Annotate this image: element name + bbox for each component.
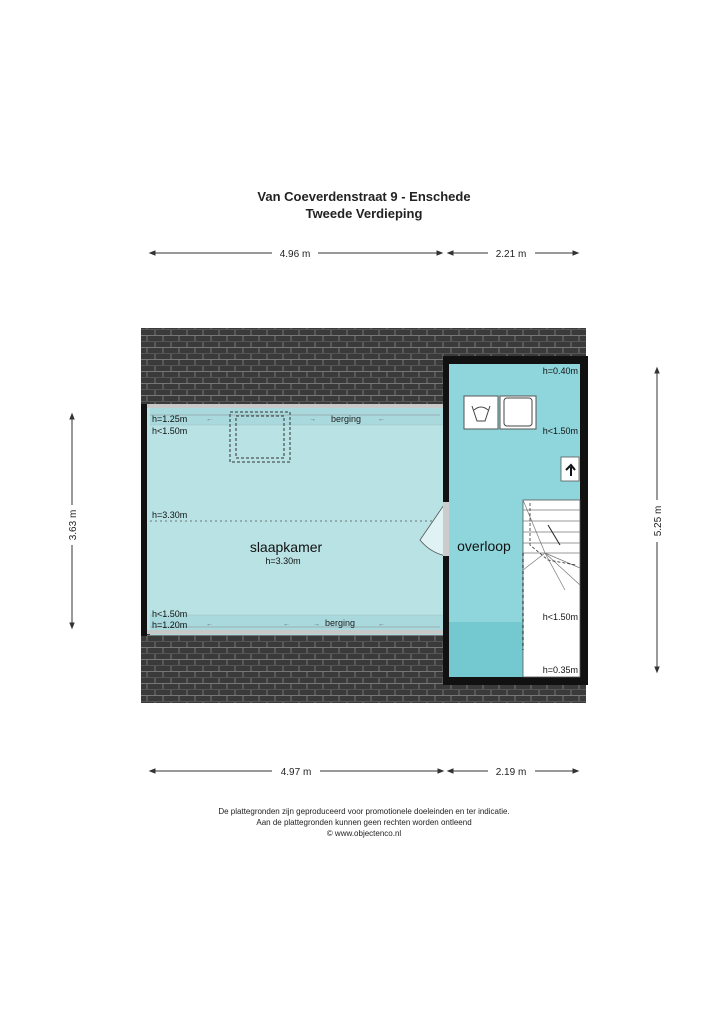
room-name-overloop: overloop <box>457 538 511 554</box>
partition-wall-lower <box>443 556 449 685</box>
washing-machine-icon <box>464 396 498 429</box>
height-bottom-2: h=1.20m <box>152 620 188 630</box>
address-title: Van Coeverdenstraat 9 - Enschede <box>257 189 471 204</box>
room-height-slaapkamer: h=3.30m <box>265 556 301 566</box>
overloop-lower-zone <box>449 622 531 677</box>
copyright-line: © www.objectenco.nl <box>326 829 402 838</box>
height-overloop-upper: h<1.50m <box>542 426 578 436</box>
overloop-top-wall <box>443 356 588 364</box>
overloop-bottom-wall <box>443 677 588 685</box>
svg-text:←: ← <box>378 416 385 423</box>
room-name-slaapkamer: slaapkamer <box>249 539 323 555</box>
boiler-icon <box>561 457 579 481</box>
berging-top-label: berging <box>330 414 362 424</box>
dryer-icon <box>500 396 536 429</box>
height-overloop-lower: h<1.50m <box>542 612 578 622</box>
dim-left-height: 3.63 m <box>68 509 79 541</box>
dim-top-left: 4.96 m <box>279 249 311 260</box>
eave-bottom <box>146 630 443 634</box>
dim-top-right: 2.21 m <box>495 249 527 260</box>
berging-bottom-label: berging <box>324 618 356 628</box>
stairs-icon <box>523 500 580 677</box>
height-top-2: h<1.50m <box>152 426 188 436</box>
disclaimer-line-2: Aan de plattegronden kunnen geen rechten worden ontleend <box>256 818 472 827</box>
door-frame <box>443 502 449 556</box>
svg-text:←: ← <box>206 621 213 628</box>
height-overloop-top: h=0.40m <box>542 366 578 376</box>
dim-bottom-right: 2.19 m <box>495 767 527 778</box>
partition-wall-upper <box>443 356 449 502</box>
height-bottom-1: h<1.50m <box>152 609 188 619</box>
floor-title: Tweede Verdieping <box>305 206 423 221</box>
eave-top <box>146 404 443 408</box>
overloop-right-wall <box>580 356 588 685</box>
svg-text:←: ← <box>283 621 290 628</box>
height-top-1: h=1.25m <box>152 414 188 424</box>
height-mid: h=3.30m <box>152 510 188 520</box>
svg-text:→: → <box>309 416 316 423</box>
height-overloop-bottom: h=0.35m <box>542 665 578 675</box>
slaapkamer-left-wall <box>141 404 147 636</box>
svg-text:←: ← <box>378 621 385 628</box>
svg-text:←: ← <box>206 416 213 423</box>
svg-text:→: → <box>313 621 320 628</box>
dim-bottom-left: 4.97 m <box>280 767 312 778</box>
dim-right-height: 5.25 m <box>653 505 664 537</box>
disclaimer-line-1: De plattegronden zijn geproduceerd voor promotionele doeleinden en ter indicatie. <box>218 807 510 816</box>
